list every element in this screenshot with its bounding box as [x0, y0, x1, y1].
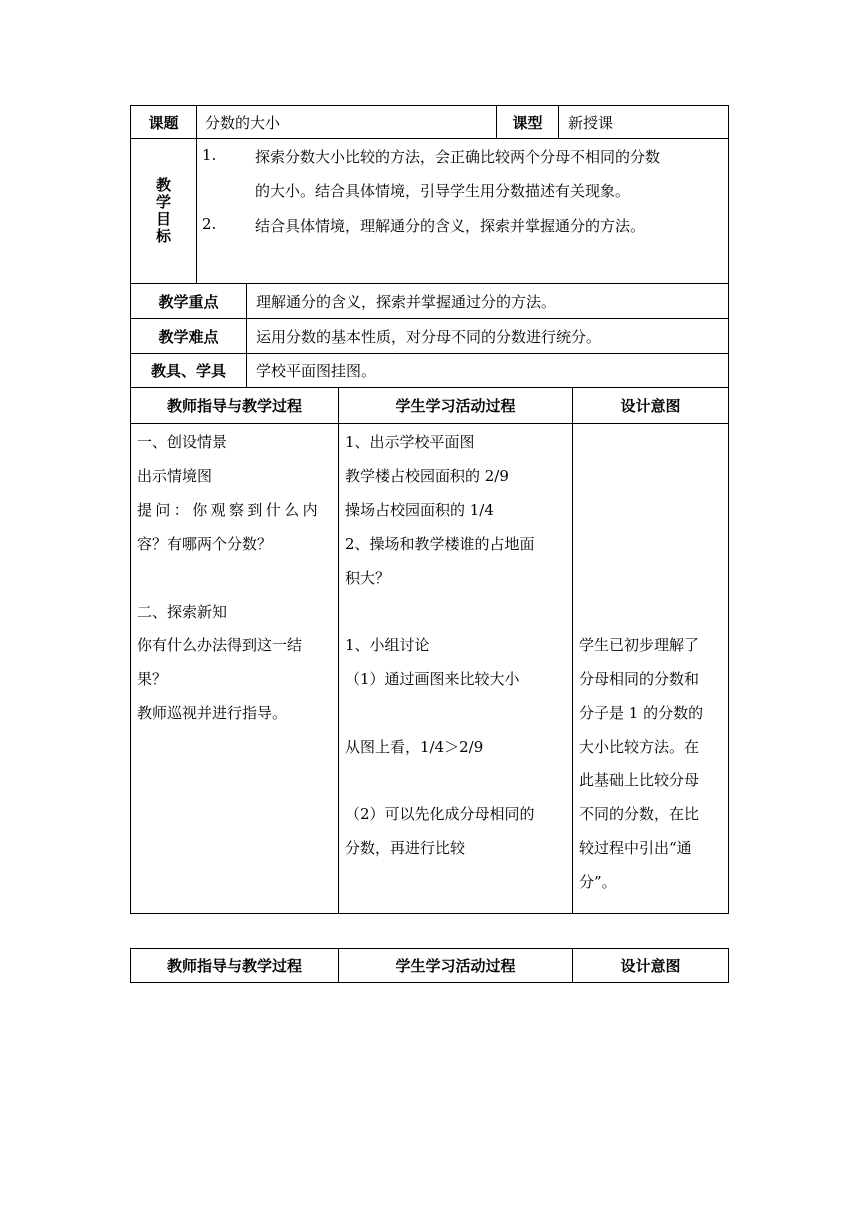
- student-line-4: 2、操场和教学楼谁的占地面: [345, 535, 535, 553]
- second-student-header: 学生学习活动过程: [395, 957, 516, 975]
- design-intent-header: 设计意图: [620, 397, 681, 415]
- objective-2-number: 2.: [202, 215, 217, 233]
- topic-value: 分数的大小: [205, 113, 281, 132]
- key-point-label: 教学重点: [158, 292, 219, 311]
- difficulty-value: 运用分数的基本性质，对分母不同的分数进行统分。: [256, 327, 602, 346]
- teacher-process-header: 教师指导与教学过程: [166, 397, 302, 415]
- objective-2-line1: 结合具体情境，理解通分的含义，探索并掌握通分的方法。: [255, 217, 646, 235]
- teacher-line-6: 你有什么办法得到这一结: [137, 636, 303, 654]
- teacher-line-3: 提问：你观察到什么内: [137, 501, 322, 519]
- design-line-5: 此基础上比较分母: [579, 771, 700, 789]
- student-line-7: （1）通过画图来比较大小: [345, 670, 520, 688]
- student-line-5: 积大？: [345, 569, 391, 587]
- tools-value: 学校平面图挂图。: [256, 362, 377, 380]
- objectives-label-text: 教学目标: [154, 177, 172, 245]
- student-line-1: 1、出示学校平面图: [345, 433, 475, 451]
- teacher-line-2: 出示情境图: [137, 467, 213, 485]
- second-teacher-header: 教师指导与教学过程: [166, 957, 302, 975]
- teacher-line-4: 容？有哪两个分数？: [137, 535, 273, 553]
- difficulty-label: 教学难点: [158, 327, 219, 346]
- design-line-2: 分母相同的分数和: [579, 670, 700, 688]
- design-line-6: 不同的分数，在比: [579, 805, 700, 823]
- type-value: 新授课: [568, 113, 614, 132]
- design-line-7: 较过程中引出“通: [579, 839, 692, 857]
- student-line-10: 分数，再进行比较: [345, 839, 466, 857]
- objectives-label: [131, 139, 196, 283]
- teacher-line-5: 二、探索新知: [137, 603, 228, 621]
- student-line-6: 1、小组讨论: [345, 636, 430, 654]
- student-line-2: 教学楼占校园面积的 2/9: [345, 467, 509, 485]
- student-line-3: 操场占校园面积的 1/4: [345, 501, 494, 519]
- objective-1-number: 1.: [202, 146, 217, 164]
- design-line-3: 分子是 1 的分数的: [579, 704, 704, 722]
- second-design-header: 设计意图: [620, 957, 681, 975]
- teacher-line-1: 一、创设情景: [137, 433, 228, 451]
- design-line-4: 大小比较方法。在: [579, 738, 700, 756]
- design-line-8: 分”。: [579, 873, 617, 891]
- student-line-9: （2）可以先化成分母相同的: [345, 805, 535, 823]
- design-line-1: 学生已初步理解了: [579, 636, 700, 654]
- objective-1-line2: 的大小。结合具体情境，引导学生用分数描述有关现象。: [255, 182, 631, 200]
- teacher-line-8: 教师巡视并进行指导。: [137, 704, 288, 722]
- type-label: 课型: [512, 113, 543, 132]
- tools-label: 教具、学具: [150, 362, 226, 380]
- topic-label: 课题: [148, 113, 179, 132]
- student-process-header: 学生学习活动过程: [395, 397, 516, 415]
- key-point-value: 理解通分的含义，探索并掌握通过分的方法。: [256, 292, 557, 311]
- objective-1-line1: 探索分数大小比较的方法，会正确比较两个分母不相同的分数: [255, 148, 661, 166]
- teacher-line-7: 果？: [137, 670, 168, 688]
- student-line-8: 从图上看，1/4＞2/9: [345, 738, 484, 756]
